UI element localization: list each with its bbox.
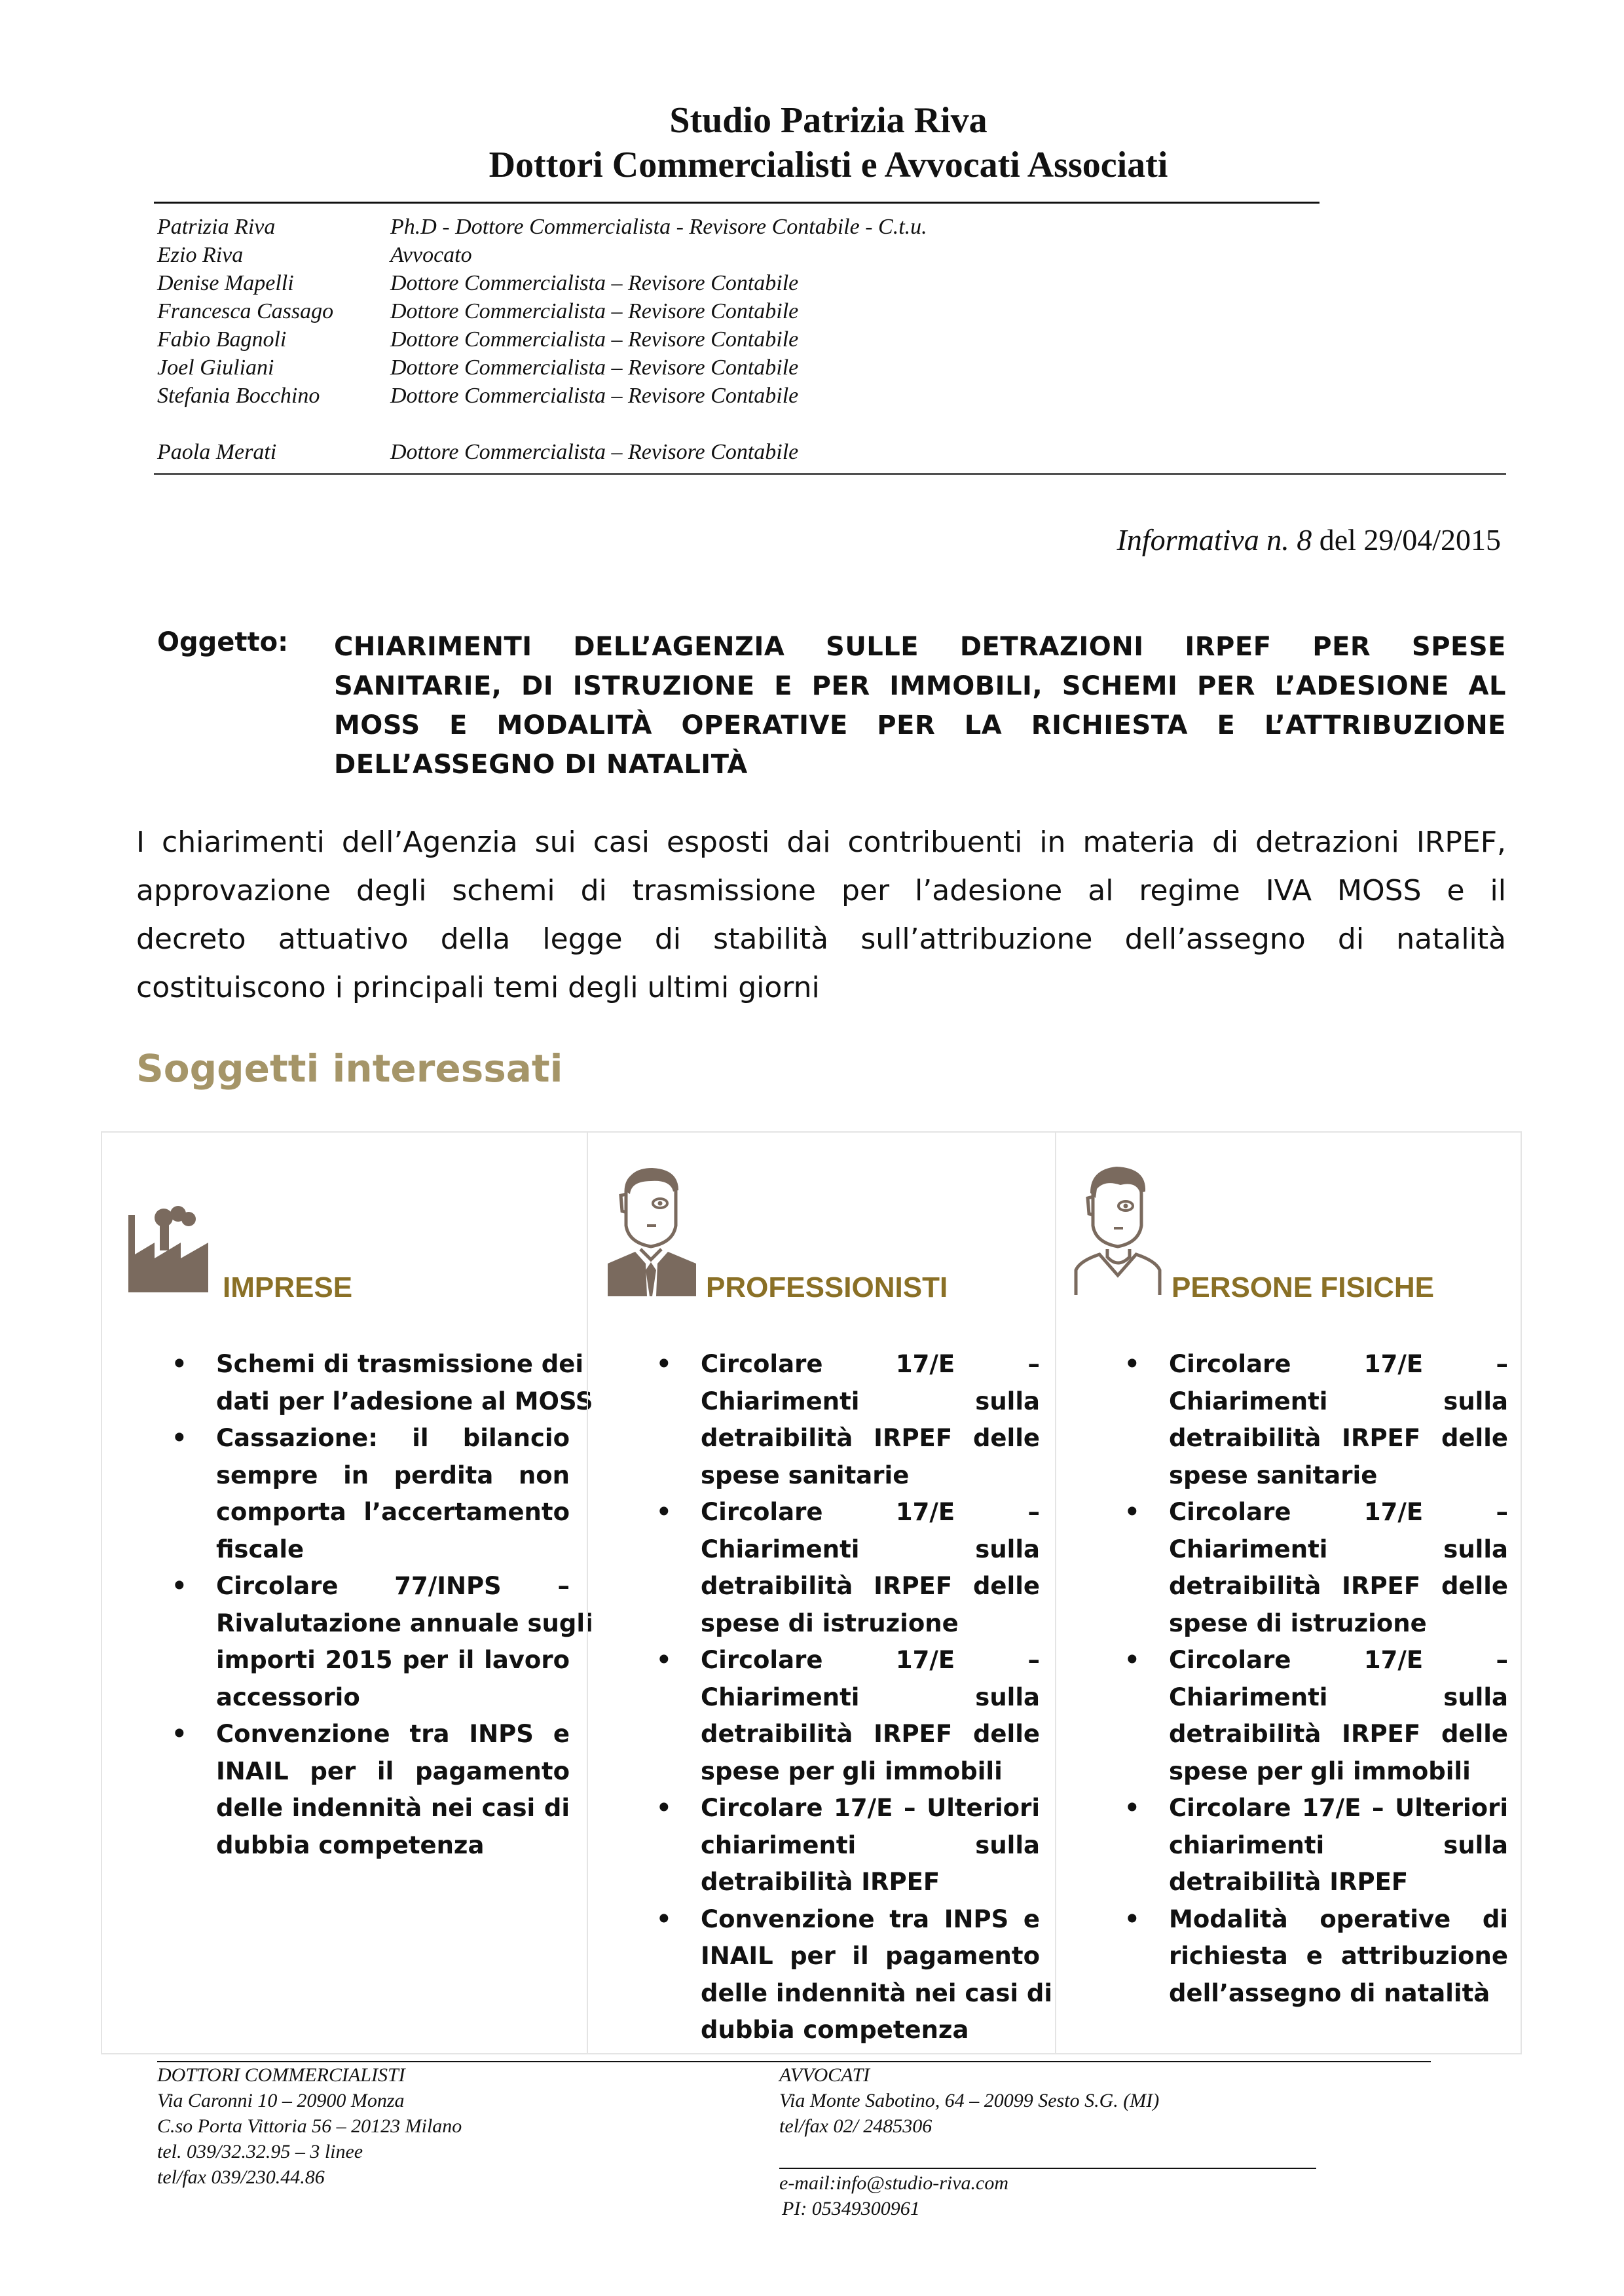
intro-line: approvazione degli schemi di trasmissione per l’adesione al regime IVA MOSS e il bbox=[136, 874, 1506, 907]
footer-contact-divider bbox=[779, 2168, 1316, 2169]
footer-email[interactable]: e-mail:info@studio-riva.com bbox=[779, 2172, 1009, 2194]
column-imprese bbox=[102, 1133, 593, 2053]
list-item: • Cassazione: il bilancio sempre in perdita non comporta l’accertamento fiscale bbox=[172, 1424, 570, 1563]
intro-line: decreto attuativo della legge di stabilità sull’attribuzione dell’assegno di natalità bbox=[136, 922, 1506, 956]
list-item: • Circolare 17/E – Chiarimenti sulla detraibilità IRPEF delle spese sanitarie bbox=[1124, 1350, 1508, 1489]
informativa-date: del 29/04/2015 bbox=[1312, 523, 1501, 556]
staff-name: Patrizia Riva bbox=[157, 215, 276, 239]
list-item: • Schemi di trasmissione dei dati per l’adesione al MOSS bbox=[172, 1350, 593, 1415]
staff-role: Dottore Commercialista – Revisore Contabile bbox=[390, 299, 799, 323]
intro-line: costituiscono i principali temi degli ultimi giorni bbox=[136, 971, 820, 1004]
subject-line: CHIARIMENTI DELL’AGENZIA SULLE DETRAZIONI IRPEF PER SPESE bbox=[334, 632, 1506, 662]
list-item: • Modalità operative di richiesta e attribuzione dell’assegno di natalità bbox=[1124, 1904, 1508, 2007]
staff-name: Denise Mapelli bbox=[157, 271, 294, 295]
studio-name: Studio Patrizia Riva bbox=[669, 100, 987, 141]
footer-line: tel. 039/32.32.95 – 3 linee bbox=[157, 2141, 363, 2162]
staff-row bbox=[157, 327, 1074, 355]
staff-row bbox=[157, 215, 1074, 243]
footer-line: AVVOCATI bbox=[779, 2064, 870, 2086]
list-item: • Convenzione tra INPS e INAIL per il pagamento delle indennità nei casi di dubbia competenza bbox=[172, 1720, 570, 1859]
subjects-table bbox=[101, 1131, 1522, 2054]
staff-name: Ezio Riva bbox=[157, 243, 244, 267]
list-item: • Circolare 77/INPS – Rivalutazione annuale sugli importi 2015 per il lavoro accessorio bbox=[172, 1572, 593, 1711]
column-heading: IMPRESE bbox=[223, 1271, 353, 1303]
footer-commercialisti bbox=[157, 2062, 462, 2190]
staff-name: Fabio Bagnoli bbox=[157, 327, 287, 352]
staff-row bbox=[157, 299, 1074, 327]
item-list bbox=[656, 1346, 1053, 2049]
staff-row bbox=[157, 384, 1074, 412]
staff-name: Joel Giuliani bbox=[157, 355, 274, 380]
list-item: • Circolare 17/E – Chiarimenti sulla detraibilità IRPEF delle spese di istruzione bbox=[1124, 1498, 1508, 1637]
footer-line: Via Caronni 10 – 20900 Monza bbox=[157, 2090, 405, 2111]
column-heading: PROFESSIONISTI bbox=[706, 1271, 948, 1303]
footer-line: C.so Porta Vittoria 56 – 20123 Milano bbox=[157, 2115, 462, 2137]
list-item: • Convenzione tra INPS e INAIL per il pagamento delle indennità nei casi di dubbia competenza bbox=[656, 1904, 1053, 2044]
staff-name: Stefania Bocchino bbox=[157, 384, 320, 408]
staff-role: Ph.D - Dottore Commercialista - Revisore Contabile - C.t.u. bbox=[390, 215, 927, 239]
subject-label: Oggetto: bbox=[157, 627, 289, 657]
header-divider bbox=[154, 202, 1320, 204]
item-list bbox=[172, 1346, 593, 1864]
list-item: • Circolare 17/E – Ulteriori chiarimenti sulla detraibilità IRPEF bbox=[656, 1794, 1040, 1896]
list-item: • Circolare 17/E – Ulteriori chiarimenti sulla detraibilità IRPEF bbox=[1124, 1794, 1508, 1896]
intro-paragraph bbox=[136, 818, 1506, 1012]
footer-line: DOTTORI COMMERCIALISTI bbox=[157, 2064, 405, 2086]
studio-subtitle: Dottori Commercialisti e Avvocati Associati bbox=[489, 145, 1168, 185]
staff-role: Dottore Commercialista – Revisore Contabile bbox=[390, 440, 799, 464]
list-item: • Circolare 17/E – Chiarimenti sulla detraibilità IRPEF delle spese per gli immobili bbox=[1124, 1646, 1508, 1785]
staff-row bbox=[157, 243, 1074, 271]
staff-role: Dottore Commercialista – Revisore Contabile bbox=[390, 271, 799, 295]
column-professionisti bbox=[587, 1133, 1055, 2053]
footer-line: tel/fax 02/ 2485306 bbox=[779, 2115, 932, 2137]
staff-name: Francesca Cassago bbox=[157, 299, 334, 323]
document-reference bbox=[1117, 522, 1501, 557]
footer-avvocati bbox=[779, 2062, 1159, 2139]
professional-icon bbox=[608, 1165, 696, 1296]
list-item: • Circolare 17/E – Chiarimenti sulla detraibilità IRPEF delle spese per gli immobili bbox=[656, 1646, 1040, 1785]
list-item: • Circolare 17/E – Chiarimenti sulla detraibilità IRPEF delle spese sanitarie bbox=[656, 1350, 1040, 1489]
item-list bbox=[1124, 1346, 1508, 2012]
informativa-number: Informativa n. 8 bbox=[1116, 523, 1312, 556]
factory-icon bbox=[126, 1203, 211, 1295]
staff-row bbox=[157, 440, 1074, 468]
section-title: Soggetti interessati bbox=[136, 1046, 563, 1091]
footer-line: Via Monte Sabotino, 64 – 20099 Sesto S.G. (MI) bbox=[779, 2090, 1160, 2111]
footer-vat-number: PI: 05349300961 bbox=[782, 2198, 920, 2219]
column-persone-fisiche bbox=[1055, 1133, 1521, 2053]
footer-line: tel/fax 039/230.44.86 bbox=[157, 2166, 325, 2188]
staff-role: Dottore Commercialista – Revisore Contabile bbox=[390, 327, 799, 352]
subject-line: DELL’ASSEGNO DI NATALITÀ bbox=[334, 750, 748, 780]
staff-name: Paola Merati bbox=[157, 440, 277, 464]
staff-row bbox=[157, 271, 1074, 299]
person-icon bbox=[1073, 1165, 1162, 1296]
staff-divider bbox=[154, 473, 1506, 475]
subject-line: SANITARIE, DI ISTRUZIONE E PER IMMOBILI, SCHEMI PER L’ADESIONE AL bbox=[334, 671, 1506, 701]
column-heading: PERSONE FISICHE bbox=[1172, 1271, 1434, 1303]
footer-contact bbox=[779, 2170, 1008, 2221]
staff-role: Dottore Commercialista – Revisore Contabile bbox=[390, 384, 799, 408]
staff-role: Dottore Commercialista – Revisore Contabile bbox=[390, 355, 799, 380]
letterhead-title bbox=[0, 98, 1624, 187]
list-item: • Circolare 17/E – Chiarimenti sulla detraibilità IRPEF delle spese di istruzione bbox=[656, 1498, 1040, 1637]
subject-line: MOSS E MODALITÀ OPERATIVE PER LA RICHIESTA E L’ATTRIBUZIONE bbox=[334, 710, 1506, 740]
subject-text bbox=[334, 627, 1506, 784]
staff-row bbox=[157, 355, 1074, 384]
intro-line: I chiarimenti dell’Agenzia sui casi esposti dai contribuenti in materia di detrazioni IRPEF, bbox=[136, 826, 1506, 859]
staff-role: Avvocato bbox=[390, 243, 472, 267]
